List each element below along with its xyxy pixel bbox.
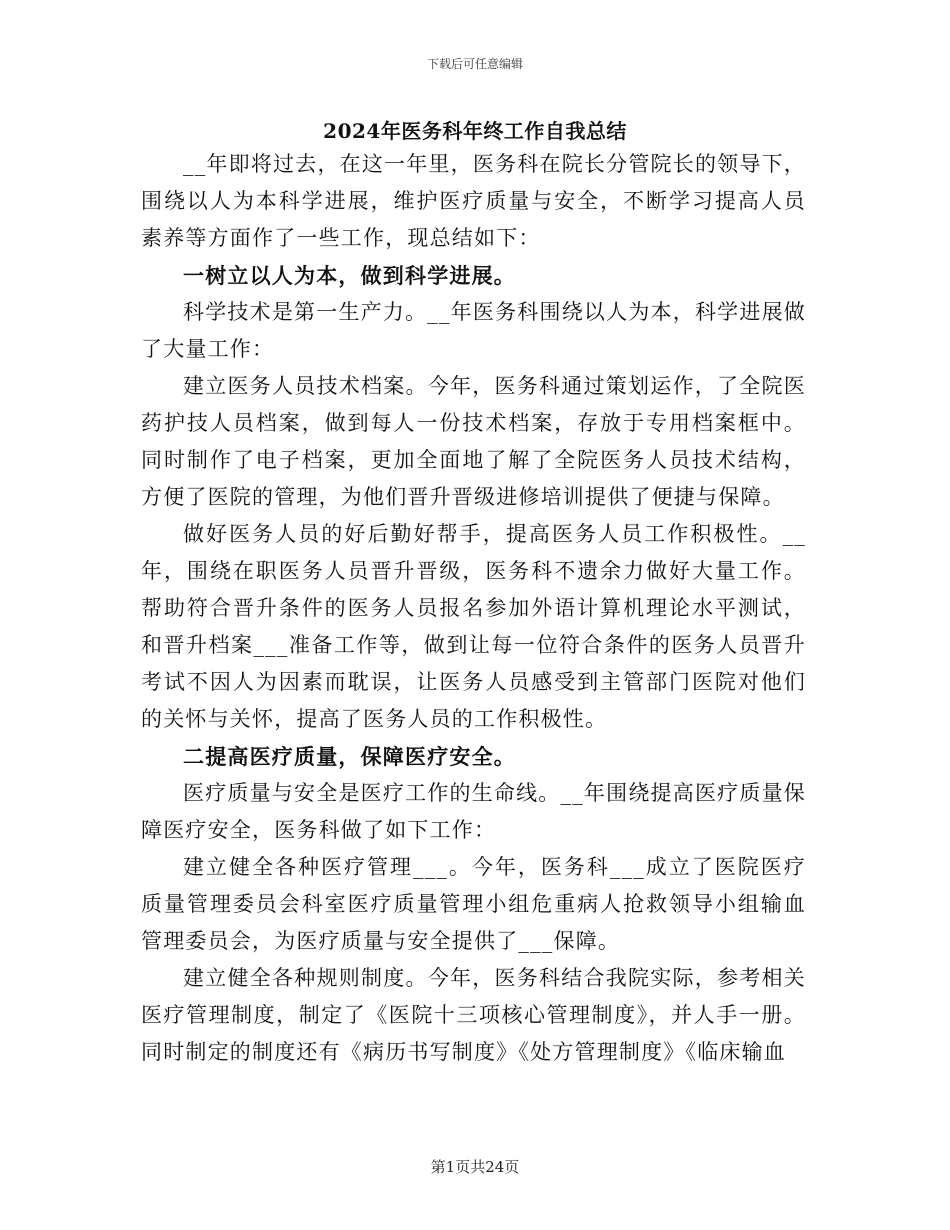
paragraph-intro: __年即将过去，在这一年里，医务科在院长分管院长的领导下，围绕以人为本科学进展，维护医疗质量与安全，不断学习提高人员素养等方面作了一些工作，现总结如下： <box>141 152 806 250</box>
document-body <box>141 146 806 1071</box>
section-heading-1: 一树立以人为本，做到科学进展。 <box>183 263 516 288</box>
page-footer: 第1页共24页 <box>430 1158 520 1176</box>
paragraph: 医疗质量与安全是医疗工作的生命线。__年围绕提高医疗质量保障医疗安全，医务科做了如下工作： <box>141 781 806 842</box>
paragraph: 建立健全各种规则制度。今年，医务科结合我院实际，参考相关医疗管理制度，制定了《医院十三项核心管理制度》，并人手一册。同时制定的制度还有《病历书写制度》《处方管理制度》《临床输血 <box>141 966 806 1064</box>
header-note: 下载后可任意编辑 <box>426 57 523 71</box>
paragraph: 建立医务人员技术档案。今年，医务科通过策划运作，了全院医药护技人员档案，做到每人一份技术档案，存放于专用档案框中。同时制作了电子档案，更加全面地了解了全院医务人员技术结构，方便了医院的管理，为他们晋升晋级进修培训提供了便捷与保障。 <box>141 374 806 509</box>
paragraph: 建立健全各种医疗管理___。今年，医务科___成立了医院医疗质量管理委员会科室医疗质量管理小组危重病人抢救领导小组输血管理委员会，为医疗质量与安全提供了___保障。 <box>141 855 806 953</box>
paragraph: 做好医务人员的好后勤好帮手，提高医务人员工作积极性。__年，围绕在职医务人员晋升晋级，医务科不遗余力做好大量工作。帮助符合晋升条件的医务人员报名参加外语计算机理论水平测试，和晋升档案___准备工作等，做到让每一位符合条件的医务人员晋升考试不因人为因素而耽误，让医务人员感受到主管部门医院对他们的关怀与关怀，提高了医务人员的工作积极性。 <box>141 522 806 731</box>
paragraph: 科学技术是第一生产力。__年医务科围绕以人为本，科学进展做了大量工作： <box>141 300 806 361</box>
section-heading-2: 二提高医疗质量，保障医疗安全。 <box>183 744 516 769</box>
document-title: 2024年医务科年终工作自我总结 <box>323 119 627 143</box>
